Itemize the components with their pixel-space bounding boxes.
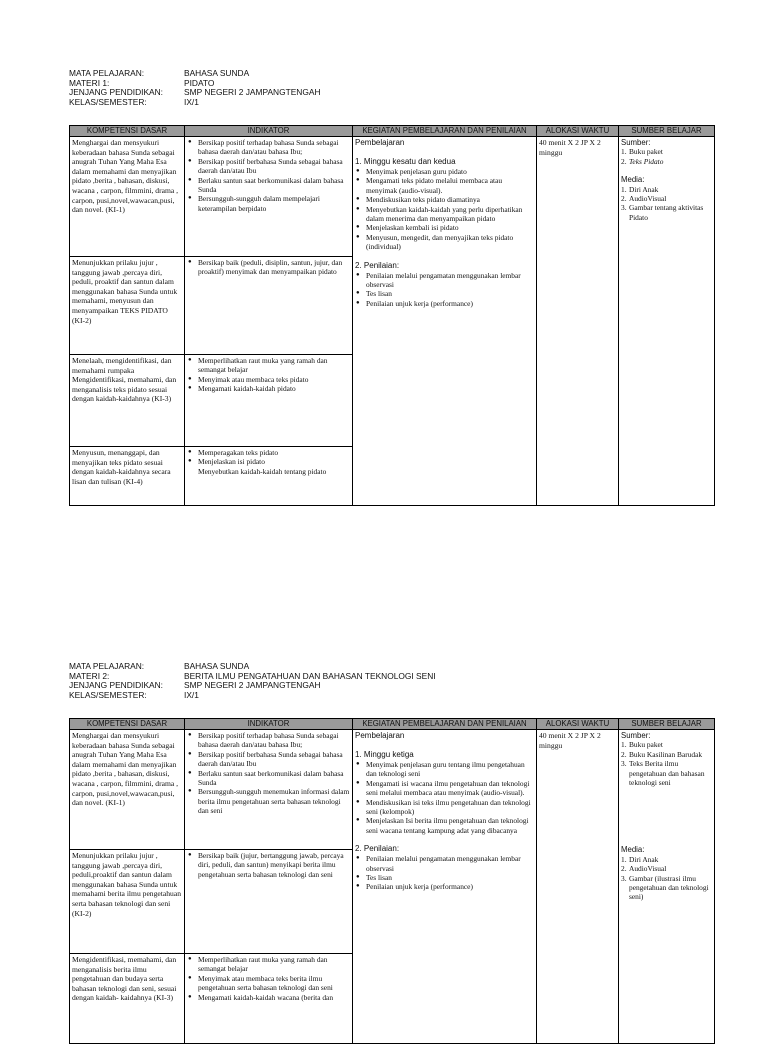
activities-title: Pembelajaran <box>355 138 405 147</box>
col-alokasi: ALOKASI WAKTU <box>537 126 619 137</box>
time-allocation-cell: 40 menit X 2 JP X 2 minggu <box>537 137 619 506</box>
assessment-item: ● Tes lisan <box>355 289 534 298</box>
activity-item: ● Menyebutkan kaidah-kaidah yang perlu diperhatikan dalam menerima dan menyampaikan pidato <box>355 205 534 224</box>
header-label: MATERI 1: <box>69 77 110 88</box>
media-item: 1. Diri Anak <box>621 854 659 864</box>
syllabus-table-1 <box>69 125 715 506</box>
source-item: 1. Buku paket <box>621 740 663 750</box>
media-item: 3. Gambar (ilustrasi ilmu pengetahuan dan teknologi seni) <box>621 873 709 902</box>
activity-item: ● Menyusun, mengedit, dan menyajikan teks pidato (individual) <box>355 233 534 252</box>
col-sumber: SUMBER BELAJAR <box>619 719 715 730</box>
kd-cell: Menghargai dan mensyukuri keberadaan bahasa Sunda sebagai anugrah Tuhan Yang Maha Esa dalam memahami dan menyajikan pidato ,berita , bahasan, diskusi, wacana , carpon, filmmini, drama , carpon, pusi,novel,wawacan,pusi, dan novel. (KI-1) <box>70 730 185 850</box>
header-value: BAHASA SUNDA <box>184 661 250 671</box>
indicator-cell <box>185 954 353 1044</box>
source-item: 2. Buku Kasilinan Barudak <box>621 749 703 759</box>
kd-cell: Menunjukkan prilaku jujur , tanggung jawab ,percaya diri, peduli, proaktif dan santun dalam menggunakan bahasa Sunda untuk memahami, menyusun dan menyampaikan TEKS PIDATO (KI-2) <box>70 257 185 355</box>
kd-cell: Mengidentifikasi, memahami, dan menganalisis berita ilmu pengetahuan dan budaya serta bahasan teknologi dan seni, sesuai dengan kaidah- kaidahnya (KI-3) <box>70 954 185 1044</box>
activities-section-label: Penilaian: <box>363 260 400 270</box>
header-value: BAHASA SUNDA <box>184 68 250 78</box>
doc2-header <box>69 662 436 700</box>
indicator-item: ● Bersikap positif terhadap bahasa Sunda sebagai bahasa daerah dan/atau bahasa Ibu; <box>187 138 350 157</box>
indicator-item: ● Mengamati kaidah-kaidah pidato <box>187 384 350 393</box>
header-value: SMP NEGERI 2 JAMPANGTENGAH <box>184 87 321 98</box>
indicator-item: ● Bersikap positif berbahasa Sunda sebagai bahasa daerah dan/atau Ibu <box>187 750 350 769</box>
assessment-item: ● Penilaian melalui pengamatan menggunakan lembar observasi <box>355 271 534 290</box>
activities-section-label: Minggu ketiga <box>363 750 414 759</box>
header-value: PIDATO <box>184 77 215 88</box>
indicator-cell <box>185 730 353 850</box>
header-value: IX/1 <box>184 96 199 107</box>
indicator-cell <box>185 447 353 506</box>
activities-section-label: Minggu kesatu dan kedua <box>363 157 456 166</box>
activities-cell <box>353 137 537 506</box>
table-header-row <box>70 126 715 137</box>
activity-item: ● Menjelaskan kembali isi pidato <box>355 223 534 232</box>
indicator-item: ● Bersungguh-sungguh dalam mempelajari keterampilan berpidato <box>187 194 350 213</box>
header-value: IX/1 <box>184 689 199 700</box>
indicator-cell <box>185 355 353 447</box>
assessment-item: ● Penilaian unjuk kerja (performance) <box>355 882 534 891</box>
activity-item: ● Mengamati teks pidato melalui membaca atau menyimak (audio-visual). <box>355 176 534 195</box>
kd-cell: Menunjukkan prilaku jujur , tanggung jawab ,percaya diri, peduli,proaktif dan santun dalam menggunakan bahasa Sunda untuk memahami berita ilmu pengetahuan serta bahasan teknologi dan seni (KI-2) <box>70 850 185 954</box>
indicator-item: ● Berlaku santun saat berkomunikasi dalam bahasa Sunda <box>187 176 350 195</box>
media-item: 3. Gambar tentang aktivitas Pidato <box>621 203 704 222</box>
col-kegiatan: KEGIATAN PEMBELAJARAN DAN PENILAIAN <box>353 126 537 137</box>
sources-title: Sumber: <box>621 731 651 740</box>
sources-cell <box>619 137 715 506</box>
assessment-item: ● Penilaian unjuk kerja (performance) <box>355 299 534 308</box>
indicator-item: ● Memperlihatkan raut muka yang ramah dan semangat belajar <box>187 955 350 974</box>
activity-item: ● Mendiskusikan isi teks ilmu pengetahuan dan teknologi seni (kelompok) <box>355 798 534 817</box>
indicator-item: ● Menyimak atau membaca teks berita ilmu pengetahuan serta bahasan teknologi dan seni <box>187 974 350 993</box>
activity-item: ● Menyimak penjelasan guru tentang ilmu pengetahuan dan teknologi seni <box>355 760 534 779</box>
time-allocation-cell: 40 menit X 2 JP X 2 minggu <box>537 730 619 1044</box>
doc1-header <box>69 69 321 107</box>
indicator-item: ● Bersikap positif terhadap bahasa Sunda sebagai bahasa daerah dan/atau bahasa Ibu; <box>187 731 350 750</box>
header-label: MATA PELAJARAN: <box>69 661 145 671</box>
activity-item: ● Menyimak penjelasan guru pidato <box>355 167 534 176</box>
kd-cell: Menyusun, menanggapi, dan menyajikan teks pidato sesuai dengan kaidah-kaidahnya secara lisan dan tulisan (KI-4) <box>70 447 185 506</box>
indicator-item: ● Memperagakan teks pidato <box>187 448 350 457</box>
source-item: 3. Teks Berita ilmu pengetahuan dan bahasan teknologi seni <box>621 759 705 788</box>
indicator-cell <box>185 257 353 355</box>
source-item: 2. Teks Pidato <box>621 156 664 166</box>
header-label: JENJANG PENDIDIKAN: <box>69 680 164 691</box>
header-label: JENJANG PENDIDIKAN: <box>69 87 164 98</box>
table-header-row <box>70 719 715 730</box>
col-sumber: SUMBER BELAJAR <box>619 126 715 137</box>
assessment-item: ● Tes lisan <box>355 873 534 882</box>
activities-section-1: 1. Minggu ketiga <box>355 750 414 759</box>
indicator-item: ● Berlaku santun saat berkomunikasi dalam bahasa Sunda <box>187 769 350 788</box>
kd-cell: Menelaah, mengidentifikasi, dan memahami rumpaka Mengidentifikasi, memahami, dan menganalisis teks pidato sesuai dengan kaidah-kaidahnya (KI-3) <box>70 355 185 447</box>
header-label: MATA PELAJARAN: <box>69 68 145 78</box>
activities-title: Pembelajaran <box>355 731 405 740</box>
col-alokasi: ALOKASI WAKTU <box>537 719 619 730</box>
table-row <box>70 137 715 257</box>
media-item: 1. Diri Anak <box>621 184 659 194</box>
activity-item: ● Menjelaskan Isi berita ilmu pengetahuan dan teknologi seni wacana tentang kampung adat yang dibacanya <box>355 816 534 835</box>
media-item: 2. AudioVisual <box>621 194 667 204</box>
col-kompetensi: KOMPETENSI DASAR <box>70 719 185 730</box>
col-kompetensi: KOMPETENSI DASAR <box>70 126 185 137</box>
indicator-cell <box>185 850 353 954</box>
activity-item: ● Mendiskusikan teks pidato diamatinya <box>355 195 534 204</box>
sources-cell <box>619 730 715 1044</box>
assessment-item: ● Penilaian melalui pengamatan menggunakan lembar observasi <box>355 854 534 873</box>
col-indikator: INDIKATOR <box>185 719 353 730</box>
indicator-item: ● Bersikap positif berbahasa Sunda sebagai bahasa daerah dan/atau Ibu <box>187 157 350 176</box>
activities-section-2: 2. Penilaian: <box>355 260 400 270</box>
sources-title: Sumber: <box>621 138 651 147</box>
header-value: SMP NEGERI 2 JAMPANGTENGAH <box>184 680 321 691</box>
header-label: KELAS/SEMESTER: <box>69 689 147 700</box>
col-kegiatan: KEGIATAN PEMBELAJARAN DAN PENILAIAN <box>353 719 537 730</box>
header-row-class <box>69 691 436 701</box>
media-item: 2. AudioVisual <box>621 864 667 874</box>
activities-section-label: Penilaian: <box>363 844 400 854</box>
header-value: BERITA ILMU PENGATAHUAN DAN BAHASAN TEKNOLOGI SENI <box>184 670 436 681</box>
indicator-item: ● Memperlihatkan raut muka yang ramah dan semangat belajar <box>187 356 350 375</box>
activities-cell <box>353 730 537 1044</box>
header-label: MATERI 2: <box>69 670 110 681</box>
activity-item: ● Mengamati isi wacana ilmu pengetahuan dan teknologi seni melalui membaca atau menyimak (audio-visual). <box>355 779 534 798</box>
indicator-cell <box>185 137 353 257</box>
table-row <box>70 730 715 850</box>
indicator-item: ● Bersungguh-sungguh menemukan informasi dalam berita ilmu pengetahuan serta bahasan teknologi dan seni <box>187 787 350 815</box>
header-row-class <box>69 98 321 108</box>
indicator-item: ● Menjelaskan isi pidato <box>187 457 350 466</box>
activities-section-2: 2. Penilaian: <box>355 844 400 854</box>
header-label: KELAS/SEMESTER: <box>69 96 147 107</box>
kd-cell: Menghargai dan mensyukuri keberadaan bahasa Sunda sebagai anugrah Tuhan Yang Maha Esa dalam memahami dan menyajikan pidato ,berita , bahasan, diskusi, wacana , carpon, filmmini, drama , carpon, pusi,novel,wawacan,pusi, dan novel. (KI-1) <box>70 137 185 257</box>
media-title: Media: <box>621 845 645 855</box>
indicator-item: ● Bersikap baik (peduli, disiplin, santun, jujur, dan proaktif) menyimak dan menyampaikan pidato <box>187 258 350 277</box>
indicator-item: ● Mengamati kaidah-kaidah wacana (berita dan <box>187 993 350 1002</box>
source-item: 1. Buku paket <box>621 147 663 157</box>
media-title: Media: <box>621 175 645 185</box>
col-indikator: INDIKATOR <box>185 126 353 137</box>
indicator-item: ● Menyimak atau membaca teks pidato <box>187 375 350 384</box>
indicator-extra: Menyebutkan kaidah-kaidah tentang pidato <box>198 466 327 476</box>
syllabus-table-2 <box>69 718 715 1044</box>
activities-section-1: 1. Minggu kesatu dan kedua <box>355 157 456 166</box>
indicator-item: ● Bersikap baik (jujur, bertanggung jawab, percaya diri, peduli, dan santun) menyikapi berita ilmu pengetahuan serta bahasan teknologi dan seni <box>187 851 350 879</box>
